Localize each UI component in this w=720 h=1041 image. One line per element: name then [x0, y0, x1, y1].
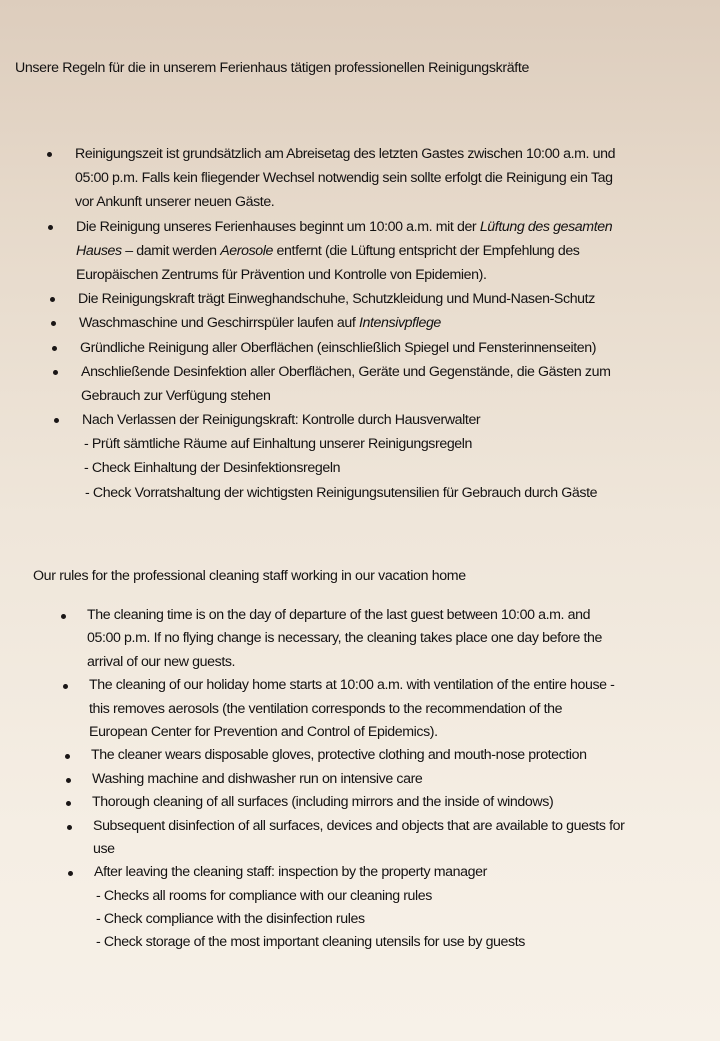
bullet-icon [47, 152, 52, 157]
english-title: Our rules for the professional cleaning staff working in our vacation home [33, 568, 466, 584]
list-item: After leaving the cleaning staff: inspection by the property manager - Checks all rooms for compliance with our cleaning rules - Check compliance with the disinfection rules - Check storage of the most important cleaning utensils for use by guests [94, 861, 624, 955]
bullet-icon [66, 801, 71, 806]
list-item: The cleaner wears disposable gloves, protective clothing and mouth-nose protection [91, 744, 624, 767]
bullet-icon [68, 871, 73, 876]
list-item: Die Reinigungskraft trägt Einweghandschuhe, Schutzkleidung und Mund-Nasen-Schutz [78, 287, 615, 311]
list-item: Gründliche Reinigung aller Oberflächen (einschließlich Spiegel und Fensterinnenseiten) [80, 336, 615, 360]
list-item: Washing machine and dishwasher run on intensive care [92, 768, 624, 791]
sub-item: - Check storage of the most important cleaning utensils for use by guests [96, 934, 525, 951]
bullet-icon [67, 825, 72, 830]
bullet-icon [65, 754, 70, 759]
bullet-icon [53, 370, 58, 375]
bullet-icon [63, 684, 68, 689]
german-rules-list [0, 142, 615, 505]
bullet-icon [61, 614, 66, 619]
sub-item: - Prüft sämtliche Räume auf Einhaltung unserer Reinigungsregeln [84, 436, 473, 453]
bullet-icon [66, 778, 71, 783]
list-item: Thorough cleaning of all surfaces (including mirrors and the inside of windows) [92, 791, 624, 814]
list-item: Subsequent disinfection of all surfaces, devices and objects that are available to guests for use [93, 815, 624, 862]
sub-item: - Check Vorratshaltung der wichtigsten Reinigungsutensilien für Gebrauch durch Gäste [85, 484, 598, 501]
list-item: The cleaning time is on the day of departure of the last guest between 10:00 a.m. and 05:00 p.m. If no flying change is necessary, the cleaning takes place one day before the arrival of our new guests. [87, 604, 624, 674]
list-item: Die Reinigung unseres Ferienhauses beginnt um 10:00 a.m. mit der Lüftung des gesamten Hauses – damit werden Aerosole entfernt (die Lüftung entspricht der Empfehlung des Europäischen Zentrums für Prävention und Kontrolle von Epidemien). [76, 215, 615, 288]
sub-item: - Check compliance with the disinfection rules [96, 911, 365, 928]
list-item: Anschließende Desinfektion aller Oberflächen, Geräte und Gegenstände, die Gästen zum Gebrauch zur Verfügung stehen [81, 360, 615, 408]
sub-item: - Checks all rooms for compliance with our cleaning rules [96, 887, 432, 904]
english-rules-list [0, 604, 624, 955]
sub-item: - Check Einhaltung der Desinfektionsregeln [84, 460, 341, 477]
bullet-icon [51, 321, 56, 326]
list-item: Reinigungszeit ist grundsätzlich am Abreisetag des letzten Gastes zwischen 10:00 a.m. und 05:00 p.m. Falls kein fliegender Wechsel notwendig sein sollte erfolgt die Reinigung ein Tag vor Ankunft unserer neuen Gäste. [75, 142, 615, 215]
bullet-icon [50, 297, 55, 302]
list-item: Nach Verlassen der Reinigungskraft: Kontrolle durch Hausverwalter - Prüft sämtliche Räume auf Einhaltung unserer Reinigungsregeln - Check Einhaltung der Desinfektionsregeln - Check Vorratshaltung der wichtigsten Reinigungsutensilien für Gebrauch durch Gäste [82, 408, 615, 505]
german-title: Unsere Regeln für die in unserem Ferienhaus tätigen professionellen Reinigungskräfte [15, 60, 529, 76]
list-item: Waschmaschine und Geschirrspüler laufen auf Intensivpflege [79, 311, 615, 335]
bullet-icon [48, 225, 53, 230]
bullet-icon [54, 418, 59, 423]
list-item: The cleaning of our holiday home starts at 10:00 a.m. with ventilation of the entire house - this removes aerosols (the ventilation corresponds to the recommendation of the European Center for Prevention and Control of Epidemics). [89, 674, 624, 744]
bullet-icon [52, 346, 57, 351]
